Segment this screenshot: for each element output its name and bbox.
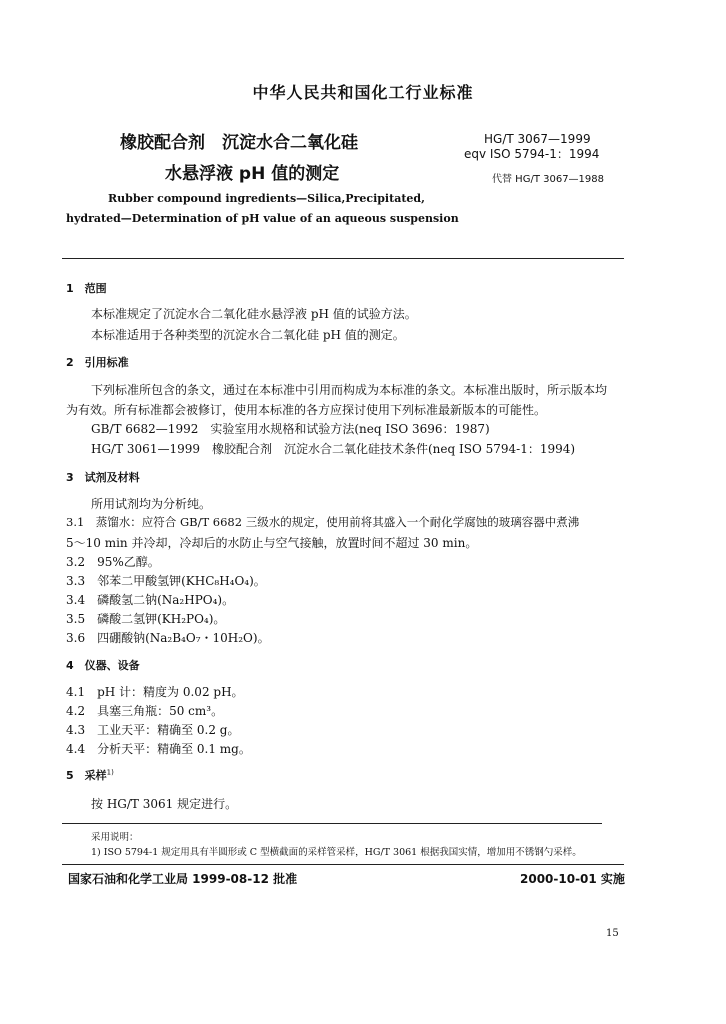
footer-divider	[62, 864, 624, 865]
equipment-item: 4.3 工业天平：精确至 0.2 g。	[66, 723, 240, 737]
english-title-line1: Rubber compound ingredients—Silica,Precipitated,	[108, 192, 425, 205]
equipment-item: 4.2 具塞三角瓶：50 cm³。	[66, 704, 224, 718]
equivalent-standard: eqv ISO 5794-1：1994	[464, 147, 600, 161]
document-title-line2: 水悬浮液 pH 值的测定	[165, 164, 340, 184]
section-3-intro: 所用试剂均为分析纯。	[91, 497, 212, 511]
section-1-paragraph: 本标准适用于各种类型的沉淀水合二氧化硅 pH 值的测定。	[91, 328, 405, 342]
section-2-heading: 2 引用标准	[66, 356, 129, 369]
reagent-item: 3.1 蒸馏水：应符合 GB/T 6682 三级水的规定，使用前将其盛入一个耐化学腐蚀的玻璃容器中煮沸	[66, 515, 580, 529]
standard-code: HG/T 3067—1999	[484, 132, 591, 146]
approval-date: 国家石油和化学工业局 1999-08-12 批准	[68, 872, 298, 886]
section-2-paragraph: 为有效。所有标准都会被修订，使用本标准的各方应探讨使用下列标准最新版本的可能性。	[66, 403, 547, 417]
note-divider	[62, 823, 602, 824]
section-5-title: 5 采样	[66, 769, 107, 782]
note-text: 1) ISO 5794-1 规定用具有半圆形或 C 型横截面的采样管采样，HG/T 3061 根据我国实情，增加用不锈钢勺采样。	[91, 847, 582, 858]
replaced-standard: 代替 HG/T 3067—1988	[492, 174, 605, 185]
page-number: 15	[606, 928, 619, 939]
english-title-line2: hydrated—Determination of pH value of an aqueous suspension	[66, 212, 459, 225]
section-3-heading: 3 试剂及材料	[66, 471, 140, 484]
note-label: 采用说明：	[91, 832, 139, 843]
section-1-heading: 1 范围	[66, 282, 107, 295]
reagent-item: 3.4 磷酸氢二钠(Na₂HPO₄)。	[66, 593, 235, 607]
section-5-paragraph: 按 HG/T 3061 规定进行。	[91, 797, 238, 811]
equipment-item: 4.1 pH 计：精度为 0.02 pH。	[66, 685, 244, 699]
reference-standard: HG/T 3061—1999 橡胶配合剂 沉淀水合二氧化硅技术条件(neq ISO 5794-1：1994)	[91, 442, 576, 456]
reagent-item: 3.5 磷酸二氢钾(KH₂PO₄)。	[66, 612, 226, 626]
footnote-marker: 1)	[106, 768, 114, 777]
equipment-item: 4.4 分析天平：精确至 0.1 mg。	[66, 742, 251, 756]
section-5-heading	[66, 767, 114, 783]
reagent-item: 3.6 四硼酸钠(Na₂B₄O₇・10H₂O)。	[66, 631, 270, 645]
document-title-line1: 橡胶配合剂 沉淀水合二氧化硅	[120, 133, 358, 153]
reference-standard: GB/T 6682—1992 实验室用水规格和试验方法(neq ISO 3696：1987)	[91, 422, 490, 436]
reagent-item: 5～10 min 并冷却，冷却后的水防止与空气接触，放置时间不超过 30 min。	[66, 536, 478, 550]
section-2-paragraph: 下列标准所包含的条文，通过在本标准中引用而构成为本标准的条文。本标准出版时，所示版本均	[91, 383, 608, 397]
industry-standard-title: 中华人民共和国化工行业标准	[252, 83, 474, 102]
section-4-heading: 4 仪器、设备	[66, 659, 140, 672]
reagent-item: 3.2 95%乙醇。	[66, 555, 160, 569]
header-divider	[62, 258, 624, 259]
reagent-item: 3.3 邻苯二甲酸氢钾(KHC₈H₄O₄)。	[66, 574, 266, 588]
implementation-date: 2000-10-01 实施	[520, 872, 625, 886]
section-1-paragraph: 本标准规定了沉淀水合二氧化硅水悬浮液 pH 值的试验方法。	[91, 307, 417, 321]
